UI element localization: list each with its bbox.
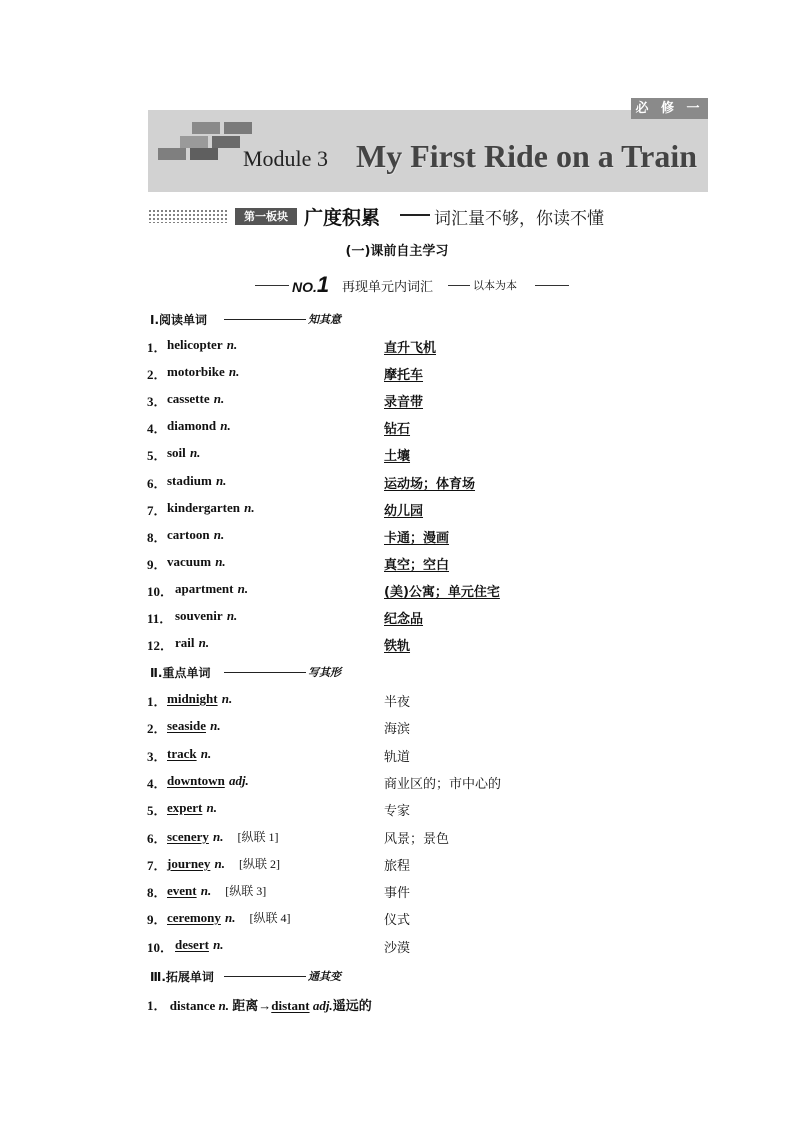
link-tag: [纵联 4] [249,911,291,925]
row-english [175,581,248,597]
divider [224,319,306,320]
part3-label: Ⅲ.拓展单词 [150,970,214,984]
row-number: 6． [147,476,167,491]
word-row [147,882,667,902]
word-row [147,364,667,384]
row-english [167,718,221,734]
word-row [147,773,667,793]
row-pos-2: adj. [312,998,333,1013]
book-tag: 必 修 一 [631,98,708,119]
word-row [147,691,667,711]
part2-hint: 写其形 [308,666,341,679]
row-number: 9． [147,557,167,572]
no1-badge [292,272,329,298]
row-number: 4． [147,776,167,791]
row-number: 4． [147,421,167,436]
word-row [147,581,667,601]
row-meaning: 轨道 [384,750,411,765]
row-english [167,909,291,926]
row-english [167,527,224,543]
arrow-icon: → [258,998,272,1013]
answer-meaning: 真空；空白 [384,558,450,573]
dotted-decoration [148,209,228,223]
row-english [167,473,226,489]
row-number: 1． [147,340,167,355]
row-word: diamond [167,418,217,433]
row-english [175,635,209,651]
row-meaning: 专家 [384,804,411,819]
row-meaning: 沙漠 [384,941,411,956]
row-english [167,773,249,789]
row-english [167,500,255,516]
row-word: helicopter [167,337,223,352]
link-tag: [纵联 3] [225,884,267,898]
pre-study-heading: (一)课前自主学习 [345,244,449,259]
answer-meaning: 纪念品 [384,612,424,627]
section-tag: 第一板块 [235,208,297,225]
word-row [147,718,667,738]
row-word: vacuum [167,554,212,569]
row-word: kindergarten [167,500,240,515]
row-pos: n. [213,527,225,542]
part2-label: Ⅱ.重点单词 [150,666,211,680]
row-number: 10． [147,584,174,599]
row-pos: n. [206,800,217,815]
word-row [147,635,667,655]
word-row [147,937,667,957]
part3-hint: 通其变 [308,970,341,983]
row-english [167,691,232,707]
row-number: 12． [147,638,174,653]
link-tag: [纵联 2] [238,857,280,871]
row-english [167,882,266,899]
row-number: 3． [147,394,167,409]
row-english [175,608,237,624]
row-word: rail [175,635,195,650]
row-pos: n. [213,391,225,406]
row-english [167,554,226,570]
answer-word: seaside [167,718,206,733]
answer-word: event [167,883,197,898]
row-word: cartoon [167,527,210,542]
row-meaning: 商业区的；市中心的 [384,777,502,792]
row-english [167,337,237,353]
answer-meaning: 铁轨 [384,639,411,654]
row-pos: n. [215,554,226,569]
answer-meaning: 录音带 [384,395,424,410]
no1-subtitle: 以本为本 [473,279,517,292]
word-row [147,800,667,820]
row-number: 2． [147,367,167,382]
section-subtitle: 词汇量不够，你读不懂 [434,209,604,229]
row-english [167,746,211,762]
row-word: stadium [167,473,212,488]
row-word: souvenir [175,608,223,623]
row-english [167,855,280,872]
answer-meaning: 钻石 [384,422,411,437]
row-word: soil [167,445,186,460]
row-pos: n. [226,608,238,623]
divider [224,672,306,673]
answer-word: expert [167,800,203,815]
no1-number: 1 [316,272,330,297]
word-row [147,527,667,547]
row-pos: n. [226,337,238,352]
row-number: 5． [147,803,167,818]
answer-word: journey [167,856,211,871]
row-word: distance [169,998,216,1013]
row-number: 7． [147,503,167,518]
row-number: 9． [147,912,167,927]
row-english [167,828,279,845]
divider [255,285,289,286]
word-row [147,445,667,465]
row-pos: n. [213,829,224,844]
row-number: 5． [147,448,167,463]
row-pos: n. [220,418,231,433]
row-english [167,445,200,461]
answer-word: track [167,746,197,761]
divider [535,285,569,286]
row-number: 10． [147,940,174,955]
row-number: 8． [147,885,167,900]
row-pos: n. [200,746,212,761]
answer-word: desert [175,937,209,952]
row-pos: n. [237,581,249,596]
extension-row [147,995,372,1014]
row-number: 8． [147,530,167,545]
module-title: My First Ride on a Train [356,138,698,174]
row-pos: n. [198,635,210,650]
answer-meaning: 运动场；体育场 [384,477,476,492]
answer-word: scenery [167,829,209,844]
row-english [175,937,224,953]
word-row [147,391,667,411]
word-row [147,418,667,438]
answer-meaning: (美)公寓；单元住宅 [384,585,500,600]
row-meaning: 距离 [232,999,259,1014]
word-row [147,909,667,929]
row-pos: n. [218,998,229,1013]
row-english [167,800,217,816]
word-row [147,337,667,357]
part1-label: Ⅰ.阅读单词 [150,313,208,327]
row-pos: n. [221,691,233,706]
row-pos: n. [244,500,255,515]
row-number: 7． [147,858,167,873]
answer-meaning: 直升飞机 [384,341,437,356]
no1-title: 再现单元内词汇 [342,280,434,295]
row-word: apartment [175,581,234,596]
row-pos: n. [200,883,212,898]
row-meaning-2: 遥远的 [332,999,372,1014]
answer-word: midnight [167,691,218,706]
row-pos: n. [225,910,236,925]
row-number: 11． [147,611,173,626]
word-row [147,500,667,520]
row-meaning: 事件 [384,886,411,901]
row-number: 3． [147,749,167,764]
answer-meaning: 幼儿园 [384,504,424,519]
row-word: motorbike [167,364,225,379]
answer-word: ceremony [167,910,221,925]
row-english [167,418,231,434]
answer-meaning: 摩托车 [384,368,424,383]
answer-word: downtown [167,773,225,788]
row-pos: n. [215,473,227,488]
row-pos: n. [228,364,240,379]
word-row [147,746,667,766]
word-row [147,473,667,493]
row-english [167,391,224,407]
word-row [147,855,667,875]
word-row [147,828,667,848]
divider [224,976,306,977]
row-meaning: 半夜 [384,695,411,710]
word-row [147,608,667,628]
link-tag: [纵联 1] [237,830,279,844]
row-pos: n. [189,445,201,460]
answer-word: distant [271,998,310,1013]
row-number: 1． [147,998,167,1013]
row-number: 6． [147,831,167,846]
row-meaning: 海滨 [384,722,411,737]
row-number: 2． [147,721,167,736]
row-meaning: 仪式 [384,913,411,928]
row-pos: n. [213,937,224,952]
row-pos: n. [210,718,221,733]
row-english [167,364,239,380]
row-meaning: 风景；景色 [384,832,450,847]
module-label: Module 3 [243,146,328,171]
row-word: cassette [167,391,210,406]
section-dash [400,214,430,216]
answer-meaning: 卡通；漫画 [384,531,450,546]
no1-prefix: NO. [292,279,317,295]
divider [448,285,470,286]
part1-hint: 知其意 [308,313,341,326]
answer-meaning: 土壤 [384,449,411,464]
section-title: 广度积累 [304,207,381,229]
row-meaning: 旅程 [384,859,411,874]
row-pos: adj. [228,773,249,788]
row-number: 1． [147,694,167,709]
word-row [147,554,667,574]
row-pos: n. [214,856,225,871]
